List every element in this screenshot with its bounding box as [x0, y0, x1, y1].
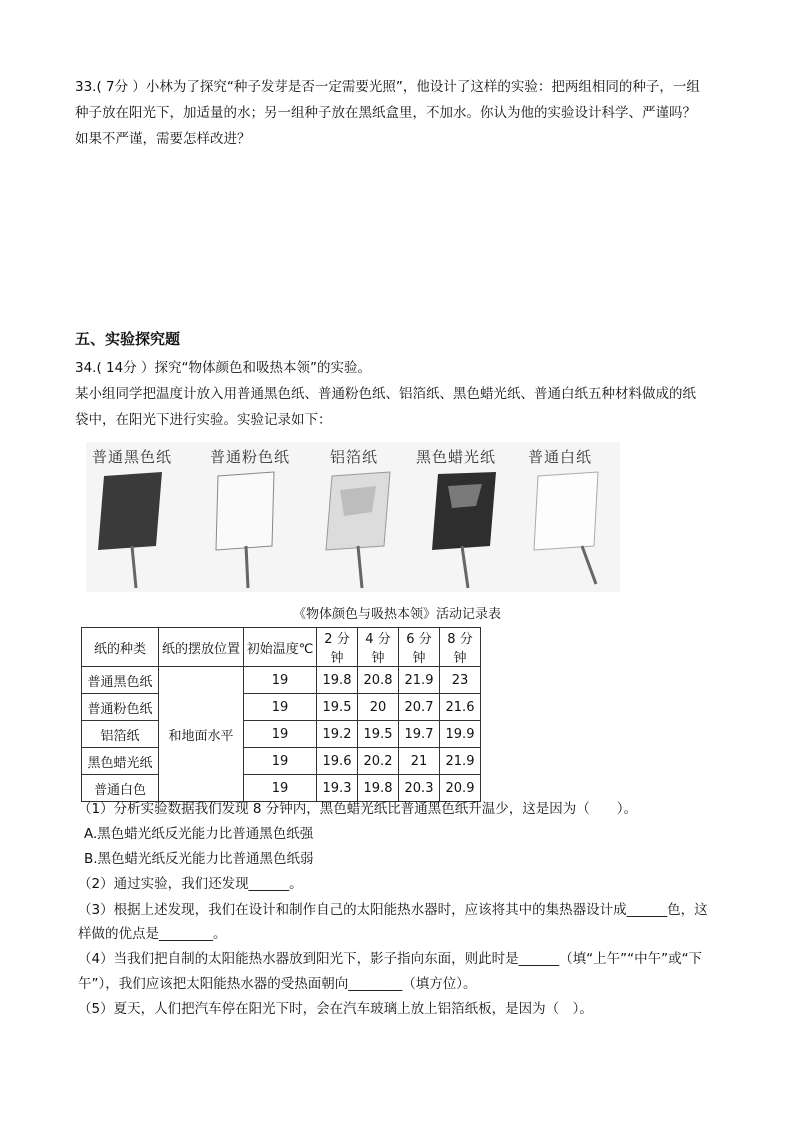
table-caption: 《物体颜色与吸热本领》活动记录表 [292, 607, 501, 622]
value-cell: 19 [244, 667, 317, 694]
sub-question-2: （2）通过实验，我们还发现______。 [78, 876, 303, 892]
foil-paper-bag-image [326, 472, 390, 588]
photo-label-foil: 铝箔纸 [330, 448, 379, 466]
paper-type-cell: 普通黑色纸 [82, 667, 159, 694]
photo-label-white: 普通白纸 [528, 448, 593, 466]
black-glossy-paper-bag-image [432, 472, 496, 588]
value-cell: 20.3 [399, 775, 440, 802]
paper-type-cell: 普通粉色纸 [82, 694, 159, 721]
white-paper-bag-image [534, 472, 598, 584]
header-cell: 4 分钟 [358, 628, 399, 667]
paper-type-cell: 黑色蜡光纸 [82, 748, 159, 775]
pink-paper-bag-image [216, 472, 274, 588]
q34-intro-line2: 袋中，在阳光下进行实验。实验记录如下： [75, 412, 332, 428]
experiment-photo [86, 442, 620, 592]
q34-header: 34.( 14分 ）探究“物体颜色和吸热本领”的实验。 [75, 360, 371, 376]
placement-cell: 和地面水平 [159, 667, 244, 802]
value-cell: 23 [440, 667, 481, 694]
value-cell: 21.9 [399, 667, 440, 694]
value-cell: 19.6 [317, 748, 358, 775]
value-cell: 19.8 [358, 775, 399, 802]
value-cell: 20.9 [440, 775, 481, 802]
value-cell: 19.5 [317, 694, 358, 721]
q33-line3: 如果不严谨，需要怎样改进？ [75, 131, 251, 147]
q33-line1: 33.( 7分 ）小林为了探究“种子发芽是否一定需要光照”，他设计了这样的实验：把两组相同的种子，一组 [75, 79, 700, 95]
header-cell: 6 分钟 [399, 628, 440, 667]
paper-type-cell: 铝箔纸 [82, 721, 159, 748]
value-cell: 20.7 [399, 694, 440, 721]
q34-intro-line1: 某小组同学把温度计放入用普通黑色纸、普通粉色纸、铝箔纸、黑色蜡光纸、普通白纸五种材料做成的纸 [75, 386, 696, 402]
value-cell: 21.9 [440, 748, 481, 775]
value-cell: 19.7 [399, 721, 440, 748]
table-row [82, 667, 481, 694]
sub-question-4-line1: （4）当我们把自制的太阳能热水器放到阳光下，影子指向东面，则此时是______（填“上午”“中午”或“下 [78, 951, 703, 967]
value-cell: 20.2 [358, 748, 399, 775]
record-table [81, 627, 481, 802]
value-cell: 20 [358, 694, 399, 721]
option-b: B.黑色蜡光纸反光能力比普通黑色纸弱 [84, 851, 314, 867]
value-cell: 19 [244, 721, 317, 748]
value-cell: 19.3 [317, 775, 358, 802]
value-cell: 21 [399, 748, 440, 775]
table-row [82, 748, 481, 775]
value-cell: 20.8 [358, 667, 399, 694]
section-title: 五、实验探究题 [75, 330, 181, 348]
value-cell: 19.2 [317, 721, 358, 748]
sub-question-3-line2: 样做的优点是________。 [78, 926, 227, 942]
value-cell: 19 [244, 694, 317, 721]
header-cell: 2 分钟 [317, 628, 358, 667]
value-cell: 19.5 [358, 721, 399, 748]
table-row [82, 694, 481, 721]
sub-question-1: （1）分析实验数据我们发现 8 分钟内，黑色蜡光纸比普通黑色纸升温少，这是因为（ ）。 [78, 801, 638, 817]
header-cell: 纸的摆放位置 [159, 628, 244, 667]
value-cell: 19 [244, 775, 317, 802]
paper-type-cell: 普通白色 [82, 775, 159, 802]
sub-question-4-line2: 午”），我们应该把太阳能热水器的受热面朝向________（填方位）。 [78, 976, 477, 992]
photo-label-pink: 普通粉色纸 [210, 448, 291, 466]
option-a: A.黑色蜡光纸反光能力比普通黑色纸强 [84, 826, 314, 842]
photo-label-black: 普通黑色纸 [92, 448, 173, 466]
header-cell: 8 分钟 [440, 628, 481, 667]
black-paper-bag-image [98, 472, 162, 588]
value-cell: 21.6 [440, 694, 481, 721]
table-row [82, 721, 481, 748]
value-cell: 19.8 [317, 667, 358, 694]
sub-question-5: （5）夏天，人们把汽车停在阳光下时，会在汽车玻璃上放上铝箔纸板，是因为（ ）。 [78, 1001, 593, 1017]
q33-line2: 种子放在阳光下，加适量的水；另一组种子放在黑纸盒里，不加水。你认为他的实验设计科学、严谨吗？ [75, 105, 696, 121]
value-cell: 19.9 [440, 721, 481, 748]
value-cell: 19 [244, 748, 317, 775]
sub-question-3-line1: （3）根据上述发现，我们在设计和制作自己的太阳能热水器时，应该将其中的集热器设计成______色，这 [78, 902, 708, 918]
header-cell: 初始温度℃ [244, 628, 317, 667]
table-header-row [82, 628, 481, 667]
header-cell: 纸的种类 [82, 628, 159, 667]
photo-label-black-glossy: 黑色蜡光纸 [416, 448, 497, 466]
